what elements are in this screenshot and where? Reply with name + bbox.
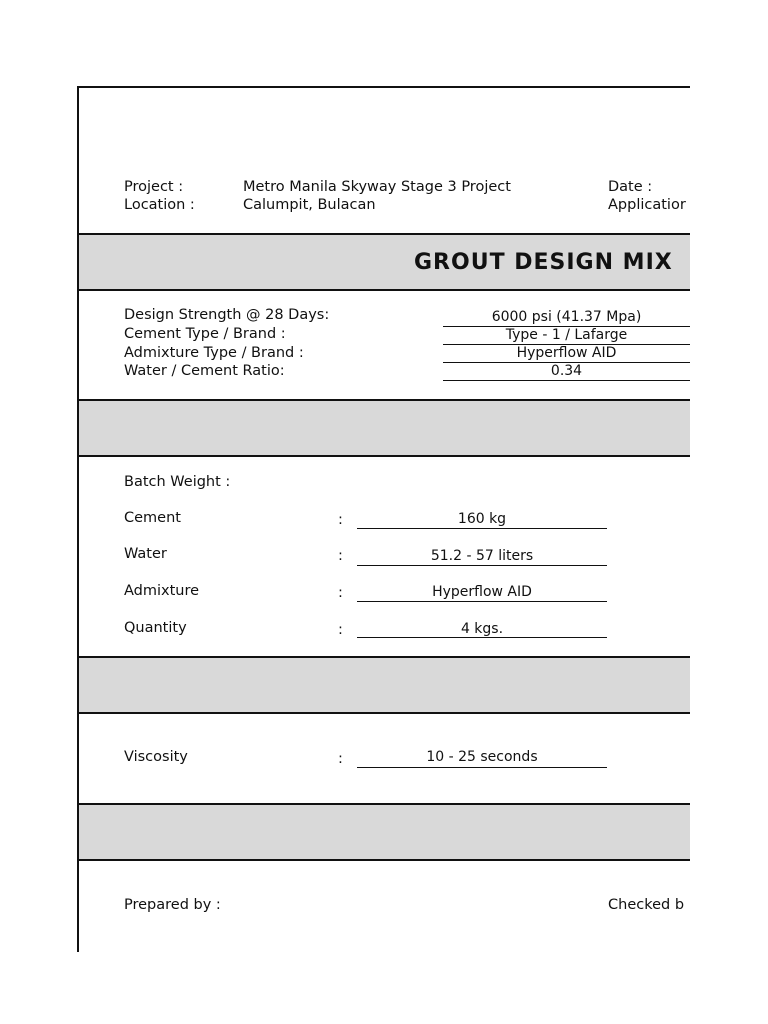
prepared-by-label: Prepared by :: [124, 897, 221, 913]
location-value: Calumpit, Bulacan: [243, 197, 376, 213]
batch-row-value: 4 kgs.: [460, 621, 504, 637]
section-band-3: [79, 656, 690, 714]
batch-row-value: 51.2 - 57 liters: [430, 548, 534, 564]
design-strength-label: Design Strength @ 28 Days:: [124, 307, 330, 323]
batch-row-label: Admixture: [124, 583, 200, 599]
page-title: GROUT DESIGN MIX: [414, 250, 673, 275]
batch-row-value: Hyperflow AID: [432, 584, 532, 600]
batch-row-value: 160 kg: [457, 511, 507, 527]
viscosity-colon: :: [338, 751, 343, 767]
batch-row-label: Quantity: [124, 620, 187, 636]
project-label: Project :: [124, 179, 184, 195]
viscosity-label: Viscosity: [124, 749, 188, 765]
batch-row-label: Water: [124, 546, 167, 562]
batch-row-label: Cement: [124, 510, 181, 526]
date-label: Date :: [608, 179, 653, 195]
application-label: Applicatior: [608, 197, 686, 213]
water-cement-ratio-underline: [443, 380, 690, 381]
batch-row-colon: :: [338, 585, 343, 601]
section-band-4: [79, 803, 690, 861]
water-cement-ratio-value: 0.34: [550, 363, 583, 379]
water-cement-ratio-label: Water / Cement Ratio:: [124, 363, 285, 379]
location-label: Location :: [124, 197, 195, 213]
batch-row-colon: :: [338, 512, 343, 528]
sheet-top-border: [78, 86, 690, 88]
admixture-type-value: Hyperflow AID: [516, 345, 617, 361]
cement-type-label: Cement Type / Brand :: [124, 326, 286, 342]
batch-weight-heading: Batch Weight :: [124, 474, 231, 490]
viscosity-value: 10 - 25 seconds: [426, 749, 538, 765]
batch-row-colon: :: [338, 622, 343, 638]
batch-row-underline: [357, 601, 607, 602]
batch-row-colon: :: [338, 548, 343, 564]
checked-by-label: Checked b: [608, 897, 685, 913]
batch-row-underline: [357, 528, 607, 529]
viscosity-underline: [357, 767, 607, 768]
cement-type-value: Type - 1 / Lafarge: [505, 327, 628, 343]
design-strength-value: 6000 psi (41.37 Mpa): [491, 309, 642, 325]
admixture-type-label: Admixture Type / Brand :: [124, 345, 304, 361]
section-band-2: [79, 399, 690, 457]
batch-row-underline: [357, 565, 607, 566]
project-value: Metro Manila Skyway Stage 3 Project: [243, 179, 511, 195]
batch-row-underline: [357, 637, 607, 638]
